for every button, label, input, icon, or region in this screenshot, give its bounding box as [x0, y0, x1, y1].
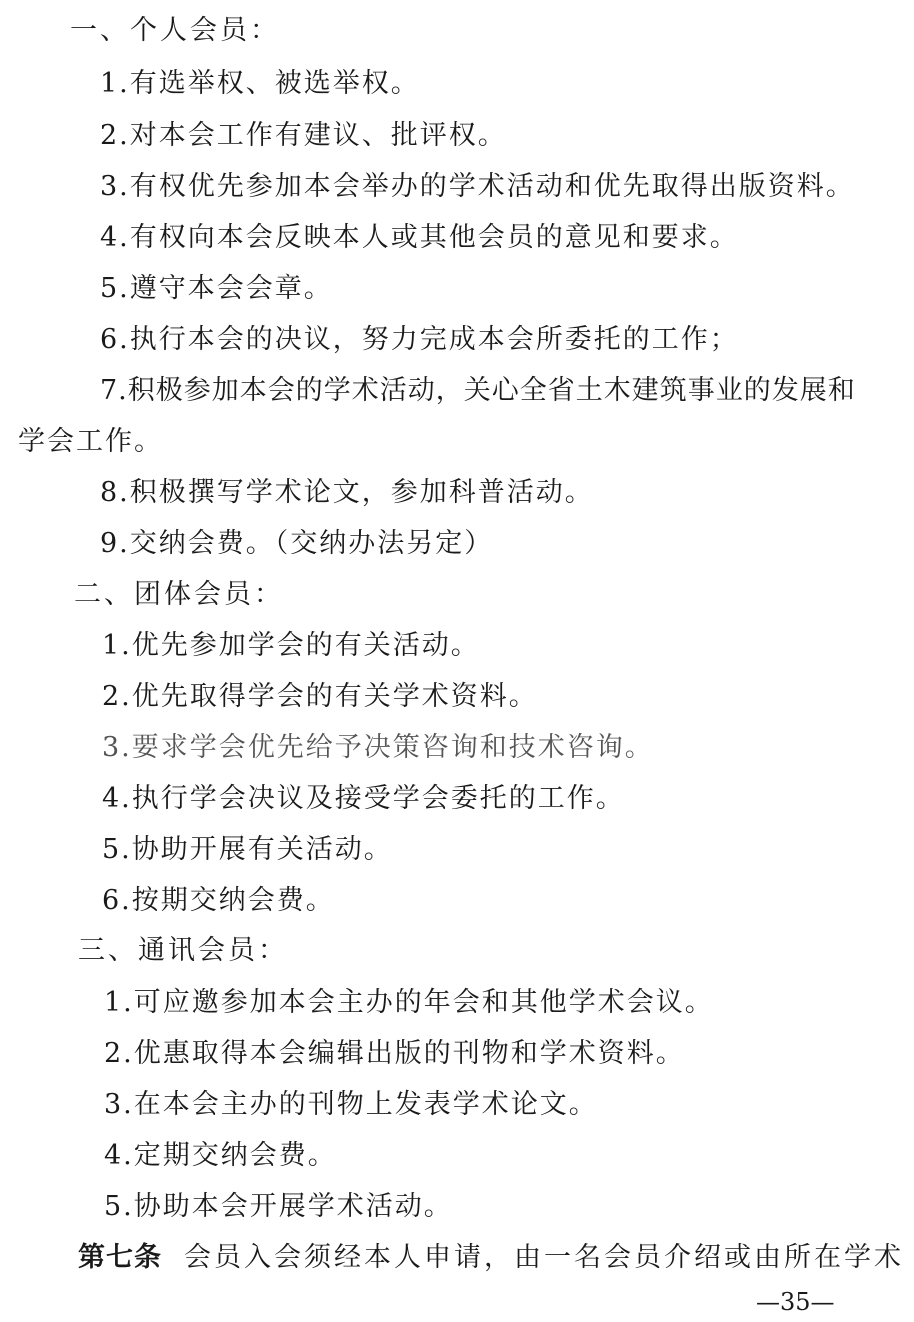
page-number: —35— [756, 1288, 835, 1316]
section-heading-group: 二、团体会员： [74, 579, 284, 610]
list-item: 6.按期交纳会费。 [102, 885, 335, 916]
list-item: 2.优惠取得本会编辑出版的刊物和学术资料。 [104, 1038, 685, 1069]
section-heading-individual: 一、个人会员： [70, 15, 280, 46]
list-item: 6.执行本会的决议，努力完成本会所委托的工作； [100, 324, 739, 355]
list-item: 3.在本会主办的刊物上发表学术论文。 [104, 1089, 598, 1120]
list-item: 1.优先参加学会的有关活动。 [102, 630, 480, 661]
article-label: 第七条 [78, 1242, 162, 1273]
list-item: 7.积极参加本会的学术活动，关心全省土木建筑事业的发展和 [100, 375, 856, 406]
list-item: 1.有选举权、被选举权。 [100, 68, 420, 99]
list-item: 3.要求学会优先给予决策咨询和技术咨询。 [102, 732, 654, 763]
list-item: 4.有权向本会反映本人或其他会员的意见和要求。 [100, 222, 739, 253]
section-heading-correspondence: 三、通讯会员： [78, 935, 288, 966]
article-text: 会员入会须经本人申请，由一名会员介绍或由所在学术 [184, 1242, 904, 1273]
list-item: 8.积极撰写学术论文，参加科普活动。 [100, 477, 594, 508]
list-item: 4.定期交纳会费。 [104, 1140, 337, 1171]
article-paragraph [78, 1241, 904, 1275]
list-item: 5.协助开展有关活动。 [102, 834, 393, 865]
list-item: 3.有权优先参加本会举办的学术活动和优先取得出版资料。 [100, 171, 855, 202]
list-item: 1.可应邀参加本会主办的年会和其他学术会议。 [104, 987, 714, 1018]
list-item: 2.对本会工作有建议、批评权。 [100, 120, 507, 151]
list-item: 9.交纳会费。（交纳办法另定） [100, 528, 494, 559]
list-item: 2.优先取得学会的有关学术资料。 [102, 681, 538, 712]
list-item-continuation: 学会工作。 [18, 426, 163, 457]
list-item: 4.执行学会决议及接受学会委托的工作。 [102, 783, 625, 814]
list-item: 5.遵守本会会章。 [100, 273, 333, 304]
list-item: 5.协助本会开展学术活动。 [104, 1191, 453, 1222]
